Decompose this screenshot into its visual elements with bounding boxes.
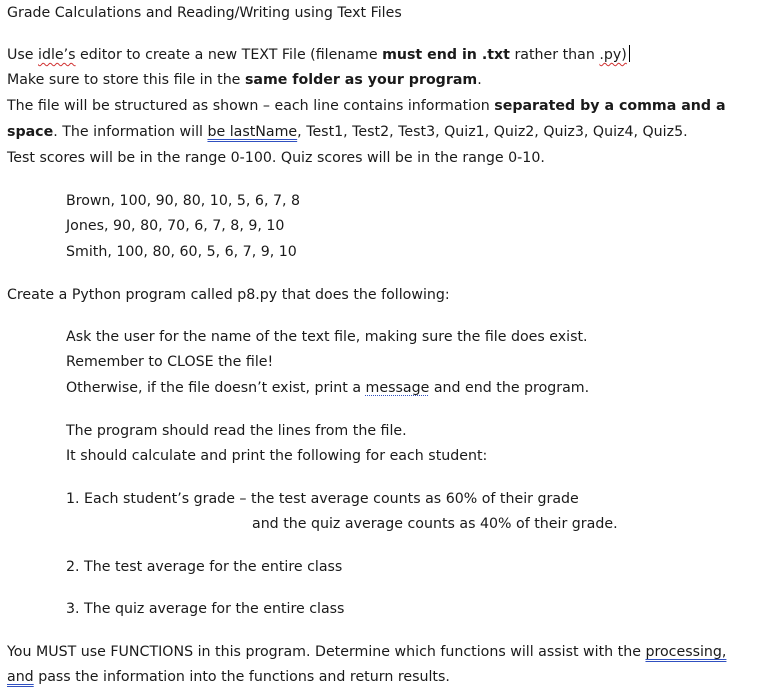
sample-line-2: Jones, 90, 80, 70, 6, 7, 8, 9, 10: [66, 218, 285, 234]
grammar-flag: message: [365, 380, 430, 396]
text-run: and end the program.: [429, 380, 590, 396]
text-run: You MUST use FUNCTIONS in this program. Determine which functions will assist with the: [7, 644, 646, 660]
grammar-flag: processing,: [645, 644, 727, 660]
intro-line-5: Test scores will be in the range 0-100. Quiz scores will be in the range 0-10.: [7, 150, 545, 166]
text-run: .: [477, 72, 482, 88]
program-heading: Create a Python program called p8.py that does the following:: [7, 287, 450, 303]
calc-line: It should calculate and print the following for each student:: [66, 448, 488, 464]
text-run: pass the information into the functions and return results.: [33, 669, 450, 685]
read-line: The program should read the lines from the file.: [66, 423, 407, 439]
page-title: Grade Calculations and Reading/Writing using Text Files: [7, 5, 402, 21]
list-item-3: 3. The quiz average for the entire class: [66, 601, 345, 617]
sample-line-1: Brown, 100, 90, 80, 10, 5, 6, 7, 8: [66, 193, 301, 209]
close-line: Remember to CLOSE the file!: [66, 354, 274, 370]
text-run: , Test1, Test2, Test3, Quiz1, Quiz2, Quiz3, Quiz4, Quiz5.: [297, 124, 688, 140]
intro-line-1: [7, 45, 630, 65]
grammar-flag: and: [7, 669, 34, 685]
intro-line-3: [7, 96, 726, 116]
footer-line-2: [7, 667, 450, 687]
otherwise-line: [66, 378, 589, 398]
bold-text: same folder as your program: [244, 72, 478, 88]
grammar-flag: be lastName: [207, 124, 298, 140]
bold-text: space: [7, 124, 54, 140]
text-run: rather than: [509, 47, 600, 63]
text-run: Use: [7, 47, 39, 63]
text-run: Otherwise, if the file doesn’t exist, print a: [66, 380, 366, 396]
text-run: Make sure to store this file in the: [7, 72, 245, 88]
intro-line-2: [7, 70, 482, 90]
spelling-flag: idle’s: [38, 47, 76, 63]
text-run: editor to create a new TEXT File (filename: [75, 47, 383, 63]
list-item-2: 2. The test average for the entire class: [66, 559, 343, 575]
spelling-flag: .py): [599, 47, 627, 63]
text-run: . The information will: [53, 124, 208, 140]
text-run: The file will be structured as shown – each line contains information: [7, 98, 495, 114]
ask-line: Ask the user for the name of the text file, making sure the file does exist.: [66, 329, 588, 345]
bold-text: separated by a comma and a: [494, 98, 726, 114]
sample-line-3: Smith, 100, 80, 60, 5, 6, 7, 9, 10: [66, 244, 297, 260]
footer-line-1: [7, 642, 726, 662]
text-cursor: [629, 45, 630, 62]
intro-line-4: [7, 122, 688, 142]
list-item-1-cont: and the quiz average counts as 40% of their grade.: [252, 516, 618, 532]
list-item-1: 1. Each student’s grade – the test average counts as 60% of their grade: [66, 491, 579, 507]
bold-text: must end in .txt: [382, 47, 510, 63]
